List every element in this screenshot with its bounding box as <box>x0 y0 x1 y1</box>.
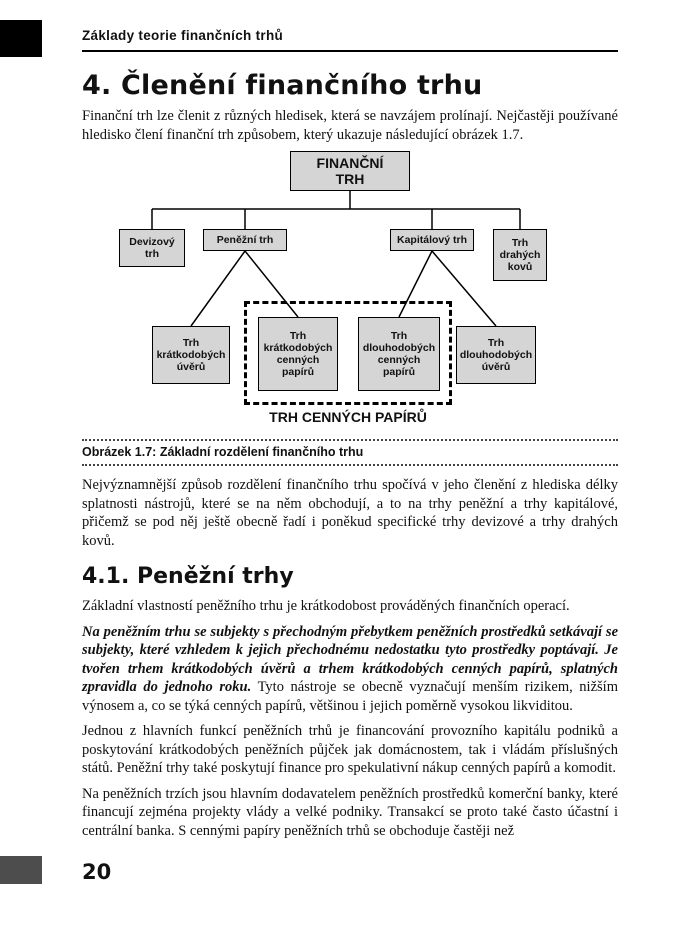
diagram-box-capital-market: Kapitálový trh <box>390 229 474 251</box>
diagram-box-short-term-loans: Trh krátkodobých úvěrů <box>152 326 230 384</box>
money-market-functions-paragraph: Jednou z hlavních funkcí peněžních trhů je financování provozního kapitálu podniků a poskytování krátkodobých peněžních půjček jak domácnostem, tak i vládám příslušných států. Peněžní trhy také poskytují finance pro spekulativní nákup cenných papírů a komodit. <box>82 723 618 776</box>
definition-emphasis-text: Na peněžním trhu se subjekty s přechodným přebytkem peněžních prostředků setkávají se subjekty, které vzhledem k jejich přechodnému nedostatku tyto prostředky poptávají. Je tvořen trhem krátkodobých úvěrů a trhem krátkodobých cenných papírů, splatných zpravidla do jednoho roku. <box>82 623 618 695</box>
intro-paragraph: Finanční trh lze členit z různých hledisek, která se navzájem prolínají. Nejčastěji používané hledisko člení finanční trh způsobem, který ukazuje následující obrázek 1.7. <box>82 108 618 143</box>
diagram-box-long-term-securities: Trh dlouhodobých cenných papírů <box>358 317 440 391</box>
figure-caption: Obrázek 1.7: Základní rozdělení finančního trhu <box>82 445 364 459</box>
page-content <box>82 28 618 847</box>
page-number: 20 <box>82 860 112 884</box>
money-market-intro-paragraph: Základní vlastností peněžního trhu je krátkodobost prováděných finančních operací. <box>82 598 570 614</box>
dotted-divider-bottom <box>82 464 618 466</box>
diagram-box-long-term-loans: Trh dlouhodobých úvěrů <box>456 326 536 384</box>
diagram-box-financial-market: FINANČNÍ TRH <box>290 151 410 191</box>
diagram-box-precious-metals-market: Trh drahých kovů <box>493 229 547 281</box>
after-figure-paragraph: Nejvýznamnější způsob rozdělení finančního trhu spočívá v jeho členění z hlediska délky splatnosti nástrojů, které se na něm obchodují, a to na trhy peněžní a trhy kapitálové, přičemž se pod něj ještě obecně řadí i poněkud specifické trhy devizové a trhy drahých kovů. <box>82 477 618 549</box>
money-market-banks-paragraph: Na peněžních trzích jsou hlavním dodavatelem peněžních prostředků komerční banky, které financují zejména projekty vlády a velké podniky. Transakcí se proto také často účastní i centrální banka. S cennými papíry peněžních trhů se obchoduje častěji než <box>82 785 618 839</box>
definition-rest-text: Tyto nástroje se obecně vyznačují menším rizikem, nižším výnosem a, co se týká cenných papírů, většinou i jejich poměrně vysokou likviditou. <box>82 679 618 714</box>
financial-market-diagram <box>82 151 618 431</box>
running-header: Základy teorie finančních trhů <box>82 28 618 52</box>
money-market-definition-paragraph <box>82 623 618 716</box>
securities-market-group-label: TRH CENNÝCH PAPÍRŮ <box>269 409 427 425</box>
diagram-box-short-term-securities: Trh krátkodobých cenných papírů <box>258 317 338 391</box>
top-corner-mark <box>0 20 42 57</box>
diagram-box-money-market: Peněžní trh <box>203 229 287 251</box>
section-title: 4.1. Peněžní trhy <box>82 564 294 589</box>
figure-caption-block <box>82 439 618 466</box>
chapter-title: 4. Členění finančního trhu <box>82 70 483 101</box>
bottom-corner-mark <box>0 856 42 884</box>
diagram-box-foreign-exchange-market: Devizový trh <box>119 229 185 267</box>
